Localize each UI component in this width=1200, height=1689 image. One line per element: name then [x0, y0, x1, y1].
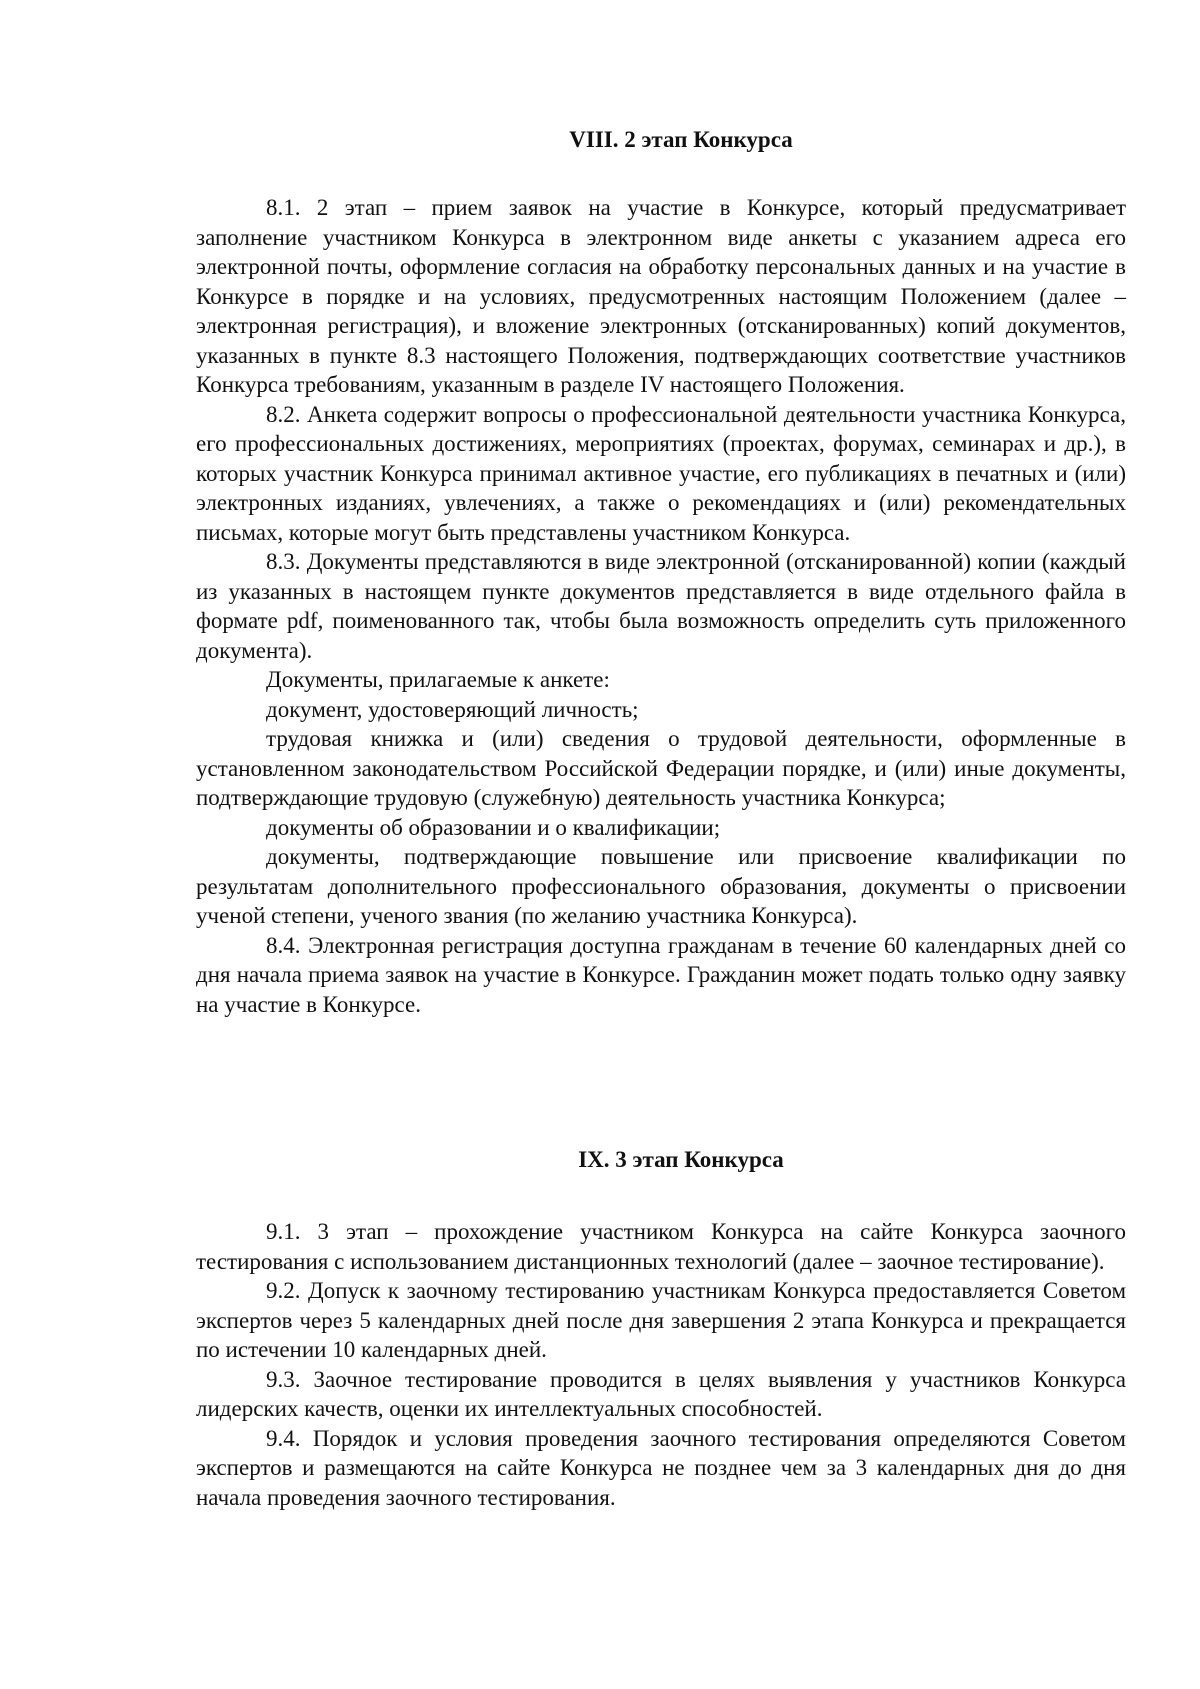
paragraph-8-4: 8.4. Электронная регистрация доступна гражданам в течение 60 календарных дней со дня начала приема заявок на участие в Конкурсе. Гражданин может подать только одну заявку на участие в Конкурсе. — [196, 932, 1126, 1017]
paragraph-9-4: 9.4. Порядок и условия проведения заочного тестирования определяются Советом экспертов и размещаются на сайте Конкурса не позднее чем за 3 календарных дня до дня начала проведения заочного тестирования. — [196, 1425, 1126, 1510]
documents-list-item: документ, удостоверяющий личность; — [266, 696, 639, 722]
section-ix — [196, 1145, 1126, 1512]
documents-list-item: трудовая книжка и (или) сведения о трудовой деятельности, оформленные в установленном законодательством Российской Федерации порядке, и (или) иные документы, подтверждающие трудовую (служебную) деятельность участника Конкурса; — [196, 726, 1126, 810]
paragraph-8-3: 8.3. Документы представляются в виде электронной (отсканированной) копии (каждый из указанных в настоящем пункте документов представляется в виде отдельного файла в формате pdf, поименованного так, чтобы была возможность определить суть приложенного документа). — [196, 549, 1126, 663]
documents-list-item: документы, подтверждающие повышение или присвоение квалификации по результатам дополнительного профессионального образования, документы о присвоении ученой степени, ученого звания (по желанию участника Конкурса). — [196, 844, 1126, 928]
documents-list-intro: Документы, прилагаемые к анкете: — [266, 667, 610, 692]
paragraph-8-1: 8.1. 2 этап – прием заявок на участие в Конкурсе, который предусматривает заполнение участником Конкурса в электронном виде анкеты с указанием адреса его электронной почты, оформление согласия на обработку персональных данных и на участие в Конкурсе в порядке и на условиях, предусмотренных настоящим Положением (далее – электронная регистрация), и вложение электронных (отсканированных) копий документов, указанных в пункте 8.3 настоящего Положения, подтверждающих соответствие участников Конкурса требованиям, указанным в разделе IV настоящего Положения. — [196, 195, 1126, 397]
section-viii — [196, 125, 1126, 1019]
paragraph-8-2: 8.2. Анкета содержит вопросы о профессиональной деятельности участника Конкурса, его профессиональных достижениях, мероприятиях (проектах, форумах, семинарах и др.), в которых участник Конкурса принимал активное участие, его публикациях в печатных и (или) электронных изданиях, увлечениях, а также о рекомендациях и (или) рекомендательных письмах, которые могут быть представлены участником Конкурса. — [196, 401, 1126, 545]
section-ix-title: IX. 3 этап Конкурса — [578, 1147, 784, 1172]
documents-list-item: документы об образовании и о квалификации; — [266, 814, 721, 840]
paragraph-9-1: 9.1. 3 этап – прохождение участником Конкурса на сайте Конкурса заочного тестирования с использованием дистанционных технологий (далее – заочное тестирование). — [196, 1219, 1126, 1274]
paragraph-9-2: 9.2. Допуск к заочному тестированию участникам Конкурса предоставляется Советом экспертов через 5 календарных дней после дня завершения 2 этапа Конкурса и прекращается по истечении 10 календарных дней. — [196, 1278, 1126, 1362]
paragraph-9-3: 9.3. Заочное тестирование проводится в целях выявления у участников Конкурса лидерских качеств, оценки их интеллектуальных способностей. — [196, 1366, 1126, 1421]
section-viii-title: VIII. 2 этап Конкурса — [569, 127, 793, 152]
